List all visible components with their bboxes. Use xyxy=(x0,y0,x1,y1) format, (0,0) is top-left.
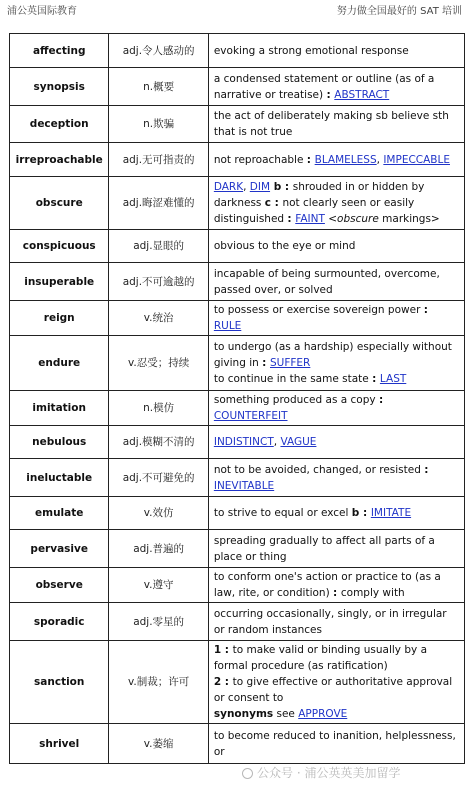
definition-text: a condensed statement or outline (as of a narrative or treatise) xyxy=(213,72,435,101)
word-cell: sporadic xyxy=(10,603,109,641)
definition-example: obscure xyxy=(337,213,379,225)
definition-marker: : xyxy=(423,304,428,316)
definition-text: spreading gradually to affect all parts of a place or thing xyxy=(213,534,435,563)
definition-cell xyxy=(208,568,464,603)
table-row xyxy=(10,603,465,641)
watermark xyxy=(240,764,402,781)
table-row xyxy=(10,426,465,459)
part-of-speech-cell: adj.不可避免的 xyxy=(109,459,208,497)
watermark-text: 公众号 · 浦公英英美加留学 xyxy=(257,766,401,780)
definition-link[interactable]: FAINT xyxy=(295,213,325,225)
definition-text: to make valid or binding usually by a formal procedure (as ratification) xyxy=(213,644,428,672)
table-row xyxy=(10,301,465,336)
definition-link[interactable]: INDISTINCT xyxy=(213,436,274,448)
definition-text: to possess or exercise sovereign power xyxy=(213,304,424,316)
definition-cell xyxy=(208,724,464,764)
definition-cell xyxy=(208,34,464,68)
definition-text: to undergo (as a hardship) especially without giving in xyxy=(213,341,452,369)
table-row xyxy=(10,230,465,263)
part-of-speech-cell: adj.晦涩难懂的 xyxy=(109,177,208,230)
word-cell: affecting xyxy=(10,34,109,68)
definition-marker: b : xyxy=(351,507,371,519)
definition-link[interactable]: VAGUE xyxy=(280,436,317,448)
definition-link[interactable]: IMITATE xyxy=(370,507,412,519)
table-row xyxy=(10,497,465,530)
definition-cell xyxy=(208,459,464,497)
definition-marker: : xyxy=(262,357,270,369)
definition-text: something produced as a copy xyxy=(213,394,379,406)
definition-marker: : xyxy=(287,213,296,225)
definition-cell xyxy=(208,68,464,106)
definition-marker: : xyxy=(372,373,380,385)
part-of-speech-cell: n.概要 xyxy=(109,68,208,106)
definition-text: not clearly seen or easily distinguished xyxy=(213,197,415,225)
definition-link[interactable]: DIM xyxy=(249,181,271,193)
table-row xyxy=(10,568,465,603)
definition-cell xyxy=(208,391,464,426)
definition-text: markings> xyxy=(378,213,440,225)
word-cell: emulate xyxy=(10,497,109,530)
table-row xyxy=(10,106,465,143)
wechat-icon xyxy=(242,768,253,779)
word-cell: pervasive xyxy=(10,530,109,568)
definition-cell xyxy=(208,143,464,177)
word-cell: synopsis xyxy=(10,68,109,106)
page-header xyxy=(0,0,474,18)
word-cell: ineluctable xyxy=(10,459,109,497)
definition-cell xyxy=(208,530,464,568)
definition-cell xyxy=(208,426,464,459)
header-slogan: 努力做全国最好的 SAT 培训 xyxy=(336,6,462,17)
part-of-speech-cell: v.效仿 xyxy=(109,497,208,530)
definition-text: , xyxy=(243,181,250,193)
part-of-speech-cell: v.制裁；许可 xyxy=(109,641,208,724)
definition-link[interactable]: SUFFER xyxy=(269,357,311,369)
definition-link[interactable]: DARK xyxy=(213,181,244,193)
word-cell: nebulous xyxy=(10,426,109,459)
definition-cell xyxy=(208,230,464,263)
definition-text: evoking a strong emotional response xyxy=(213,44,409,57)
definition-text: , xyxy=(273,436,281,448)
definition-text: to give effective or authoritative approval or consent to xyxy=(213,676,453,704)
part-of-speech-cell: adj.零星的 xyxy=(109,603,208,641)
word-cell: irreproachable xyxy=(10,143,109,177)
part-of-speech-cell: adj.模糊不清的 xyxy=(109,426,208,459)
table-row xyxy=(10,263,465,301)
definition-cell xyxy=(208,177,464,230)
table-row xyxy=(10,177,465,230)
word-cell: deception xyxy=(10,106,109,143)
part-of-speech-cell: adj.令人感动的 xyxy=(109,34,208,68)
definition-marker: synonyms xyxy=(213,708,274,720)
part-of-speech-cell: n.模仿 xyxy=(109,391,208,426)
part-of-speech-cell: v.遵守 xyxy=(109,568,208,603)
definition-text: comply with xyxy=(340,587,405,599)
table-row xyxy=(10,459,465,497)
definition-text: incapable of being surmounted, overcome, passed over, or solved xyxy=(213,267,440,296)
definition-text: to conform one's action or practice to (as a law, rite, or condition) xyxy=(213,571,441,599)
word-cell: shrivel xyxy=(10,724,109,764)
definition-text: obvious to the eye or mind xyxy=(213,240,356,252)
definition-text: to continue in the same state xyxy=(213,373,373,385)
definition-text: to strive to equal or excel xyxy=(213,507,352,519)
table-row xyxy=(10,530,465,568)
definition-link[interactable]: LAST xyxy=(379,373,407,385)
part-of-speech-cell: v.忍受；持续 xyxy=(109,336,208,391)
header-brand: 浦公英国际教育 xyxy=(7,6,77,17)
definition-link[interactable]: APPROVE xyxy=(298,708,348,720)
definition-text: occurring occasionally, singly, or in irregular or random instances xyxy=(213,607,447,636)
definition-text: see xyxy=(273,708,299,720)
definition-marker: : xyxy=(306,153,315,166)
definition-cell xyxy=(208,106,464,143)
definition-text: not reproachable xyxy=(213,153,307,166)
definition-marker: : xyxy=(333,587,341,599)
definition-marker: : xyxy=(378,394,384,406)
definition-link[interactable]: IMPECCABLE xyxy=(383,153,450,166)
definition-marker: c : xyxy=(264,197,283,209)
table-row xyxy=(10,68,465,106)
word-cell: observe xyxy=(10,568,109,603)
definition-marker: 1 : xyxy=(213,644,233,656)
definition-link[interactable]: RULE xyxy=(213,320,242,332)
definition-marker: : xyxy=(424,463,429,476)
word-cell: sanction xyxy=(10,641,109,724)
definition-link[interactable]: BLAMELESS xyxy=(314,153,377,166)
definition-cell xyxy=(208,263,464,301)
table-row xyxy=(10,143,465,177)
definition-text: the act of deliberately making sb believe sth that is not true xyxy=(213,110,449,138)
part-of-speech-cell: v.统治 xyxy=(109,301,208,336)
definition-text: , xyxy=(376,153,384,166)
definition-cell xyxy=(208,336,464,391)
table-row xyxy=(10,641,465,724)
word-cell: endure xyxy=(10,336,109,391)
part-of-speech-cell: adj.显眼的 xyxy=(109,230,208,263)
part-of-speech-cell: v.萎缩 xyxy=(109,724,208,764)
definition-marker: b : xyxy=(270,181,293,193)
part-of-speech-cell: adj.普遍的 xyxy=(109,530,208,568)
definition-link[interactable]: COUNTERFEIT xyxy=(213,410,288,422)
word-cell: conspicuous xyxy=(10,230,109,263)
word-cell: obscure xyxy=(10,177,109,230)
definition-text: shrouded in or hidden by darkness xyxy=(213,181,425,209)
definition-marker: 2 : xyxy=(213,676,233,688)
word-cell: imitation xyxy=(10,391,109,426)
definition-cell xyxy=(208,497,464,530)
word-cell: reign xyxy=(10,301,109,336)
word-cell: insuperable xyxy=(10,263,109,301)
definition-marker: : xyxy=(326,88,335,101)
definition-link[interactable]: ABSTRACT xyxy=(334,88,390,101)
vocab-table xyxy=(9,33,465,764)
definition-text: to become reduced to inanition, helplessness, or xyxy=(213,729,456,758)
table-row xyxy=(10,336,465,391)
part-of-speech-cell: n.欺骗 xyxy=(109,106,208,143)
definition-text: not to be avoided, changed, or resisted xyxy=(213,463,425,476)
table-row xyxy=(10,34,465,68)
table-row xyxy=(10,391,465,426)
definition-cell xyxy=(208,641,464,724)
definition-cell xyxy=(208,301,464,336)
definition-cell xyxy=(208,603,464,641)
part-of-speech-cell: adj.不可逾越的 xyxy=(109,263,208,301)
part-of-speech-cell: adj.无可指责的 xyxy=(109,143,208,177)
definition-link[interactable]: INEVITABLE xyxy=(213,479,275,492)
table-row xyxy=(10,724,465,764)
definition-text: < xyxy=(324,213,338,225)
